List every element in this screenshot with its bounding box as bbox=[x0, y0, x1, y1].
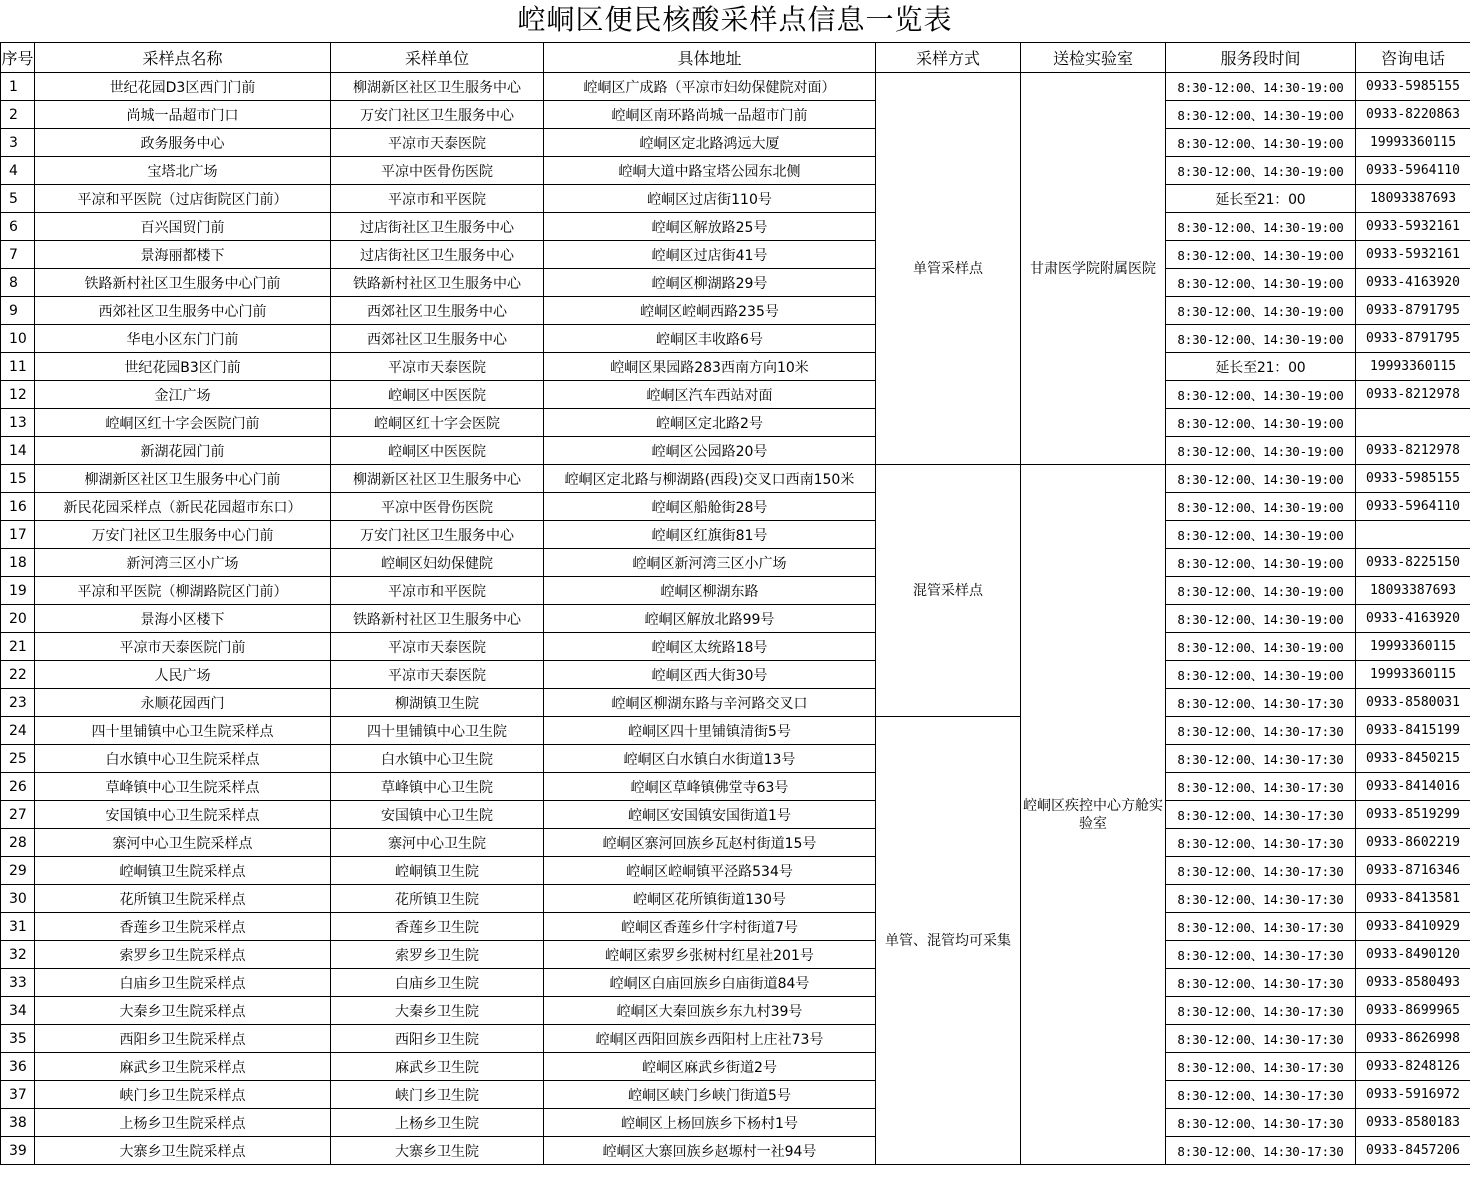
cell-unit: 柳湖新区社区卫生服务中心 bbox=[331, 465, 544, 493]
table-row bbox=[1, 997, 1470, 1025]
cell-unit: 平凉中医骨伤医院 bbox=[331, 157, 544, 185]
cell-address: 崆峒区太统路18号 bbox=[544, 633, 876, 661]
cell-site-name: 白水镇中心卫生院采样点 bbox=[35, 745, 331, 773]
cell-address: 崆峒区解放路25号 bbox=[544, 213, 876, 241]
cell-seq: 3 bbox=[1, 129, 35, 157]
cell-service-time: 8:30-12:00、14:30-17:30 bbox=[1166, 801, 1356, 829]
cell-unit: 平凉市天泰医院 bbox=[331, 661, 544, 689]
cell-address: 崆峒区峡门乡峡门街道5号 bbox=[544, 1081, 876, 1109]
cell-address: 崆峒区白水镇白水街道13号 bbox=[544, 745, 876, 773]
cell-unit: 上杨乡卫生院 bbox=[331, 1109, 544, 1137]
cell-address: 崆峒区果园路283西南方向10米 bbox=[544, 353, 876, 381]
cell-site-name: 新湖花园门前 bbox=[35, 437, 331, 465]
table-row bbox=[1, 297, 1470, 325]
cell-seq: 24 bbox=[1, 717, 35, 745]
cell-service-time: 8:30-12:00、14:30-19:00 bbox=[1166, 73, 1356, 101]
table-row bbox=[1, 689, 1470, 717]
cell-seq: 34 bbox=[1, 997, 35, 1025]
cell-seq: 36 bbox=[1, 1053, 35, 1081]
table-row bbox=[1, 241, 1470, 269]
table-row bbox=[1, 969, 1470, 997]
cell-service-time: 8:30-12:00、14:30-17:30 bbox=[1166, 997, 1356, 1025]
cell-site-name: 崆峒镇卫生院采样点 bbox=[35, 857, 331, 885]
table-row bbox=[1, 101, 1470, 129]
table-row bbox=[1, 1137, 1470, 1165]
cell-site-name: 西郊社区卫生服务中心门前 bbox=[35, 297, 331, 325]
cell-address: 崆峒区安国镇安国街道1号 bbox=[544, 801, 876, 829]
cell-service-time: 8:30-12:00、14:30-19:00 bbox=[1166, 157, 1356, 185]
header-lab: 送检实验室 bbox=[1021, 43, 1166, 73]
cell-service-time: 8:30-12:00、14:30-19:00 bbox=[1166, 493, 1356, 521]
header-address: 具体地址 bbox=[544, 43, 876, 73]
table-row bbox=[1, 521, 1470, 549]
cell-site-name: 新民花园采样点（新民花园超市东口） bbox=[35, 493, 331, 521]
table-row bbox=[1, 185, 1470, 213]
header-seq: 序号 bbox=[1, 43, 35, 73]
cell-site-name: 索罗乡卫生院采样点 bbox=[35, 941, 331, 969]
cell-unit: 平凉市天泰医院 bbox=[331, 353, 544, 381]
cell-unit: 索罗乡卫生院 bbox=[331, 941, 544, 969]
table-row bbox=[1, 465, 1470, 493]
cell-seq: 13 bbox=[1, 409, 35, 437]
cell-seq: 10 bbox=[1, 325, 35, 353]
cell-address: 崆峒区定北路2号 bbox=[544, 409, 876, 437]
cell-seq: 4 bbox=[1, 157, 35, 185]
cell-service-time: 8:30-12:00、14:30-17:30 bbox=[1166, 857, 1356, 885]
cell-phone: 0933-8225150 bbox=[1356, 549, 1470, 577]
cell-address: 崆峒区船舱街28号 bbox=[544, 493, 876, 521]
cell-seq: 32 bbox=[1, 941, 35, 969]
cell-service-time: 8:30-12:00、14:30-17:30 bbox=[1166, 717, 1356, 745]
cell-service-time: 8:30-12:00、14:30-19:00 bbox=[1166, 465, 1356, 493]
cell-phone: 0933-8248126 bbox=[1356, 1053, 1470, 1081]
cell-service-time: 8:30-12:00、14:30-19:00 bbox=[1166, 661, 1356, 689]
table-row bbox=[1, 409, 1470, 437]
header-site-name: 采样点名称 bbox=[35, 43, 331, 73]
cell-unit: 崆峒区中医医院 bbox=[331, 437, 544, 465]
cell-service-time: 8:30-12:00、14:30-17:30 bbox=[1166, 1109, 1356, 1137]
cell-site-name: 平凉市天泰医院门前 bbox=[35, 633, 331, 661]
cell-unit: 过店街社区卫生服务中心 bbox=[331, 241, 544, 269]
cell-service-time: 8:30-12:00、14:30-19:00 bbox=[1166, 605, 1356, 633]
cell-phone: 0933-5916972 bbox=[1356, 1081, 1470, 1109]
cell-phone: 19993360115 bbox=[1356, 633, 1470, 661]
cell-address: 崆峒区广成路（平凉市妇幼保健院对面） bbox=[544, 73, 876, 101]
cell-seq: 27 bbox=[1, 801, 35, 829]
cell-unit: 白水镇中心卫生院 bbox=[331, 745, 544, 773]
cell-seq: 23 bbox=[1, 689, 35, 717]
cell-service-time: 8:30-12:00、14:30-17:30 bbox=[1166, 689, 1356, 717]
cell-seq: 14 bbox=[1, 437, 35, 465]
cell-service-time: 8:30-12:00、14:30-19:00 bbox=[1166, 129, 1356, 157]
cell-phone: 0933-5985155 bbox=[1356, 465, 1470, 493]
cell-phone: 19993360115 bbox=[1356, 661, 1470, 689]
cell-site-name: 华电小区东门门前 bbox=[35, 325, 331, 353]
cell-site-name: 崆峒区红十字会医院门前 bbox=[35, 409, 331, 437]
cell-address: 崆峒区寨河回族乡瓦赵村街道15号 bbox=[544, 829, 876, 857]
cell-unit: 平凉中医骨伤医院 bbox=[331, 493, 544, 521]
cell-address: 崆峒区香莲乡什字村街道7号 bbox=[544, 913, 876, 941]
cell-address: 崆峒大道中路宝塔公园东北侧 bbox=[544, 157, 876, 185]
cell-unit: 寨河中心卫生院 bbox=[331, 829, 544, 857]
cell-address: 崆峒区大秦回族乡东九村39号 bbox=[544, 997, 876, 1025]
cell-phone: 18093387693 bbox=[1356, 577, 1470, 605]
cell-phone: 0933-8220863 bbox=[1356, 101, 1470, 129]
table-row bbox=[1, 717, 1470, 745]
table-row bbox=[1, 213, 1470, 241]
cell-site-name: 香莲乡卫生院采样点 bbox=[35, 913, 331, 941]
table-row bbox=[1, 829, 1470, 857]
cell-site-name: 西阳乡卫生院采样点 bbox=[35, 1025, 331, 1053]
cell-service-time: 8:30-12:00、14:30-17:30 bbox=[1166, 745, 1356, 773]
cell-phone: 0933-8414016 bbox=[1356, 773, 1470, 801]
cell-site-name: 花所镇卫生院采样点 bbox=[35, 885, 331, 913]
cell-unit: 草峰镇中心卫生院 bbox=[331, 773, 544, 801]
cell-phone: 0933-8699965 bbox=[1356, 997, 1470, 1025]
cell-seq: 12 bbox=[1, 381, 35, 409]
cell-unit: 西阳乡卫生院 bbox=[331, 1025, 544, 1053]
cell-method-mixed: 混管采样点 bbox=[876, 465, 1021, 717]
cell-unit: 过店街社区卫生服务中心 bbox=[331, 213, 544, 241]
cell-address: 崆峒区白庙回族乡白庙街道84号 bbox=[544, 969, 876, 997]
cell-site-name: 金江广场 bbox=[35, 381, 331, 409]
table-row bbox=[1, 353, 1470, 381]
cell-unit: 铁路新村社区卫生服务中心 bbox=[331, 605, 544, 633]
cell-address: 崆峒区公园路20号 bbox=[544, 437, 876, 465]
cell-service-time: 8:30-12:00、14:30-17:30 bbox=[1166, 969, 1356, 997]
cell-unit: 峡门乡卫生院 bbox=[331, 1081, 544, 1109]
cell-seq: 17 bbox=[1, 521, 35, 549]
cell-seq: 6 bbox=[1, 213, 35, 241]
table-row bbox=[1, 913, 1470, 941]
cell-phone: 0933-8212978 bbox=[1356, 381, 1470, 409]
cell-unit: 麻武乡卫生院 bbox=[331, 1053, 544, 1081]
cell-unit: 平凉市天泰医院 bbox=[331, 633, 544, 661]
table-row bbox=[1, 661, 1470, 689]
cell-unit: 崆峒区中医医院 bbox=[331, 381, 544, 409]
cell-seq: 38 bbox=[1, 1109, 35, 1137]
cell-seq: 39 bbox=[1, 1137, 35, 1165]
cell-seq: 35 bbox=[1, 1025, 35, 1053]
table-header-row bbox=[1, 43, 1470, 73]
cell-address: 崆峒区崆峒镇平泾路534号 bbox=[544, 857, 876, 885]
cell-address: 崆峒区汽车西站对面 bbox=[544, 381, 876, 409]
cell-site-name: 世纪花园B3区门前 bbox=[35, 353, 331, 381]
table-row bbox=[1, 269, 1470, 297]
cell-seq: 28 bbox=[1, 829, 35, 857]
cell-service-time: 8:30-12:00、14:30-17:30 bbox=[1166, 773, 1356, 801]
cell-phone: 0933-8490120 bbox=[1356, 941, 1470, 969]
cell-site-name: 寨河中心卫生院采样点 bbox=[35, 829, 331, 857]
cell-service-time: 8:30-12:00、14:30-19:00 bbox=[1166, 409, 1356, 437]
cell-phone: 0933-4163920 bbox=[1356, 605, 1470, 633]
cell-unit: 万安门社区卫生服务中心 bbox=[331, 521, 544, 549]
cell-lab-cdc: 崆峒区疾控中心方舱实验室 bbox=[1021, 465, 1166, 1165]
cell-address: 崆峒区麻武乡街道2号 bbox=[544, 1053, 876, 1081]
cell-address: 崆峒区解放北路99号 bbox=[544, 605, 876, 633]
table-row bbox=[1, 493, 1470, 521]
cell-phone: 19993360115 bbox=[1356, 353, 1470, 381]
cell-service-time: 8:30-12:00、14:30-19:00 bbox=[1166, 325, 1356, 353]
cell-site-name: 草峰镇中心卫生院采样点 bbox=[35, 773, 331, 801]
cell-phone: 0933-8791795 bbox=[1356, 325, 1470, 353]
page-title: 崆峒区便民核酸采样点信息一览表 bbox=[517, 3, 953, 36]
cell-phone: 0933-8415199 bbox=[1356, 717, 1470, 745]
cell-site-name: 四十里铺镇中心卫生院采样点 bbox=[35, 717, 331, 745]
cell-unit: 柳湖镇卫生院 bbox=[331, 689, 544, 717]
cell-service-time: 8:30-12:00、14:30-17:30 bbox=[1166, 1081, 1356, 1109]
cell-unit: 白庙乡卫生院 bbox=[331, 969, 544, 997]
cell-address: 崆峒区定北路与柳湖路(西段)交叉口西南150米 bbox=[544, 465, 876, 493]
cell-phone: 0933-8212978 bbox=[1356, 437, 1470, 465]
cell-service-time: 8:30-12:00、14:30-17:30 bbox=[1166, 941, 1356, 969]
cell-unit: 花所镇卫生院 bbox=[331, 885, 544, 913]
table-row bbox=[1, 941, 1470, 969]
cell-site-name: 新河湾三区小广场 bbox=[35, 549, 331, 577]
cell-address: 崆峒区柳湖东路与辛河路交叉口 bbox=[544, 689, 876, 717]
cell-phone: 0933-8457206 bbox=[1356, 1137, 1470, 1165]
cell-seq: 7 bbox=[1, 241, 35, 269]
cell-site-name: 麻武乡卫生院采样点 bbox=[35, 1053, 331, 1081]
cell-seq: 25 bbox=[1, 745, 35, 773]
cell-address: 崆峒区索罗乡张树村红星社201号 bbox=[544, 941, 876, 969]
table-row bbox=[1, 1025, 1470, 1053]
cell-service-time: 8:30-12:00、14:30-19:00 bbox=[1166, 521, 1356, 549]
table-row bbox=[1, 885, 1470, 913]
cell-unit: 铁路新村社区卫生服务中心 bbox=[331, 269, 544, 297]
cell-phone: 0933-5964110 bbox=[1356, 493, 1470, 521]
cell-unit: 崆峒区红十字会医院 bbox=[331, 409, 544, 437]
header-method: 采样方式 bbox=[876, 43, 1021, 73]
cell-site-name: 百兴国贸门前 bbox=[35, 213, 331, 241]
table-row bbox=[1, 605, 1470, 633]
cell-service-time: 8:30-12:00、14:30-19:00 bbox=[1166, 381, 1356, 409]
cell-site-name: 大秦乡卫生院采样点 bbox=[35, 997, 331, 1025]
cell-phone: 0933-4163920 bbox=[1356, 269, 1470, 297]
cell-address: 崆峒区新河湾三区小广场 bbox=[544, 549, 876, 577]
cell-unit: 崆峒区妇幼保健院 bbox=[331, 549, 544, 577]
cell-site-name: 峡门乡卫生院采样点 bbox=[35, 1081, 331, 1109]
cell-site-name: 柳湖新区社区卫生服务中心门前 bbox=[35, 465, 331, 493]
cell-phone: 0933-8580183 bbox=[1356, 1109, 1470, 1137]
cell-service-time: 8:30-12:00、14:30-19:00 bbox=[1166, 633, 1356, 661]
cell-service-time: 8:30-12:00、14:30-19:00 bbox=[1166, 101, 1356, 129]
cell-phone: 19993360115 bbox=[1356, 129, 1470, 157]
cell-site-name: 世纪花园D3区西门门前 bbox=[35, 73, 331, 101]
table-row bbox=[1, 1109, 1470, 1137]
cell-phone: 0933-5985155 bbox=[1356, 73, 1470, 101]
table-row bbox=[1, 1081, 1470, 1109]
cell-phone bbox=[1356, 521, 1470, 549]
cell-site-name: 大寨乡卫生院采样点 bbox=[35, 1137, 331, 1165]
cell-lab-gansu: 甘肃医学院附属医院 bbox=[1021, 73, 1166, 465]
cell-seq: 29 bbox=[1, 857, 35, 885]
table-row bbox=[1, 745, 1470, 773]
cell-seq: 16 bbox=[1, 493, 35, 521]
cell-unit: 万安门社区卫生服务中心 bbox=[331, 101, 544, 129]
header-phone: 咨询电话 bbox=[1356, 43, 1470, 73]
cell-site-name: 永顺花园西门 bbox=[35, 689, 331, 717]
cell-phone: 0933-5932161 bbox=[1356, 241, 1470, 269]
table-row bbox=[1, 381, 1470, 409]
cell-unit: 平凉市天泰医院 bbox=[331, 129, 544, 157]
cell-service-time: 8:30-12:00、14:30-17:30 bbox=[1166, 1025, 1356, 1053]
table-row bbox=[1, 633, 1470, 661]
table-row bbox=[1, 773, 1470, 801]
cell-site-name: 人民广场 bbox=[35, 661, 331, 689]
cell-phone: 0933-8519299 bbox=[1356, 801, 1470, 829]
cell-phone: 0933-8716346 bbox=[1356, 857, 1470, 885]
cell-unit: 西郊社区卫生服务中心 bbox=[331, 297, 544, 325]
cell-service-time: 8:30-12:00、14:30-19:00 bbox=[1166, 437, 1356, 465]
cell-service-time: 8:30-12:00、14:30-19:00 bbox=[1166, 269, 1356, 297]
cell-service-time: 延长至21：00 bbox=[1166, 185, 1356, 213]
cell-site-name: 宝塔北广场 bbox=[35, 157, 331, 185]
cell-site-name: 尚城一品超市门口 bbox=[35, 101, 331, 129]
cell-service-time: 8:30-12:00、14:30-17:30 bbox=[1166, 913, 1356, 941]
cell-phone: 0933-8580493 bbox=[1356, 969, 1470, 997]
cell-seq: 19 bbox=[1, 577, 35, 605]
cell-site-name: 平凉和平医院（柳湖路院区门前） bbox=[35, 577, 331, 605]
cell-service-time: 8:30-12:00、14:30-19:00 bbox=[1166, 577, 1356, 605]
cell-address: 崆峒区南环路尚城一品超市门前 bbox=[544, 101, 876, 129]
table-row bbox=[1, 437, 1470, 465]
cell-phone: 0933-8450215 bbox=[1356, 745, 1470, 773]
cell-service-time: 8:30-12:00、14:30-19:00 bbox=[1166, 241, 1356, 269]
cell-seq: 33 bbox=[1, 969, 35, 997]
cell-seq: 9 bbox=[1, 297, 35, 325]
cell-address: 崆峒区四十里铺镇清街5号 bbox=[544, 717, 876, 745]
cell-phone: 18093387693 bbox=[1356, 185, 1470, 213]
table-row bbox=[1, 325, 1470, 353]
cell-address: 崆峒区红旗街81号 bbox=[544, 521, 876, 549]
cell-address: 崆峒区上杨回族乡下杨村1号 bbox=[544, 1109, 876, 1137]
table-row bbox=[1, 577, 1470, 605]
cell-address: 崆峒区西大街30号 bbox=[544, 661, 876, 689]
cell-unit: 西郊社区卫生服务中心 bbox=[331, 325, 544, 353]
cell-phone: 0933-8580031 bbox=[1356, 689, 1470, 717]
cell-seq: 15 bbox=[1, 465, 35, 493]
cell-seq: 31 bbox=[1, 913, 35, 941]
cell-seq: 11 bbox=[1, 353, 35, 381]
cell-site-name: 铁路新村社区卫生服务中心门前 bbox=[35, 269, 331, 297]
cell-site-name: 安国镇中心卫生院采样点 bbox=[35, 801, 331, 829]
cell-unit: 崆峒镇卫生院 bbox=[331, 857, 544, 885]
cell-site-name: 白庙乡卫生院采样点 bbox=[35, 969, 331, 997]
cell-address: 崆峒区柳湖路29号 bbox=[544, 269, 876, 297]
cell-address: 崆峒区过店街41号 bbox=[544, 241, 876, 269]
cell-phone: 0933-8413581 bbox=[1356, 885, 1470, 913]
header-service-time: 服务段时间 bbox=[1166, 43, 1356, 73]
cell-seq: 30 bbox=[1, 885, 35, 913]
cell-address: 崆峒区崆峒西路235号 bbox=[544, 297, 876, 325]
cell-site-name: 万安门社区卫生服务中心门前 bbox=[35, 521, 331, 549]
header-unit: 采样单位 bbox=[331, 43, 544, 73]
cell-unit: 四十里铺镇中心卫生院 bbox=[331, 717, 544, 745]
cell-phone: 0933-8791795 bbox=[1356, 297, 1470, 325]
cell-seq: 2 bbox=[1, 101, 35, 129]
cell-phone bbox=[1356, 409, 1470, 437]
cell-service-time: 8:30-12:00、14:30-17:30 bbox=[1166, 1137, 1356, 1165]
cell-service-time: 8:30-12:00、14:30-19:00 bbox=[1166, 297, 1356, 325]
cell-site-name: 景海小区楼下 bbox=[35, 605, 331, 633]
cell-site-name: 平凉和平医院（过店街院区门前） bbox=[35, 185, 331, 213]
cell-service-time: 8:30-12:00、14:30-17:30 bbox=[1166, 829, 1356, 857]
cell-service-time: 8:30-12:00、14:30-17:30 bbox=[1166, 885, 1356, 913]
cell-seq: 5 bbox=[1, 185, 35, 213]
cell-service-time: 8:30-12:00、14:30-19:00 bbox=[1166, 549, 1356, 577]
cell-seq: 20 bbox=[1, 605, 35, 633]
table-row bbox=[1, 73, 1470, 101]
cell-phone: 0933-8410929 bbox=[1356, 913, 1470, 941]
table-row bbox=[1, 857, 1470, 885]
table-row bbox=[1, 1053, 1470, 1081]
cell-unit: 大寨乡卫生院 bbox=[331, 1137, 544, 1165]
cell-phone: 0933-5932161 bbox=[1356, 213, 1470, 241]
cell-address: 崆峒区大寨回族乡赵塬村一社94号 bbox=[544, 1137, 876, 1165]
cell-seq: 22 bbox=[1, 661, 35, 689]
cell-seq: 8 bbox=[1, 269, 35, 297]
cell-method-single: 单管采样点 bbox=[876, 73, 1021, 465]
table-row bbox=[1, 801, 1470, 829]
sampling-sites-table bbox=[0, 42, 1470, 1165]
cell-phone: 0933-5964110 bbox=[1356, 157, 1470, 185]
cell-address: 崆峒区西阳回族乡西阳村上庄社73号 bbox=[544, 1025, 876, 1053]
cell-service-time: 延长至21：00 bbox=[1166, 353, 1356, 381]
cell-address: 崆峒区柳湖东路 bbox=[544, 577, 876, 605]
cell-address: 崆峒区丰收路6号 bbox=[544, 325, 876, 353]
cell-service-time: 8:30-12:00、14:30-19:00 bbox=[1166, 213, 1356, 241]
cell-method-both: 单管、混管均可采集 bbox=[876, 717, 1021, 1165]
cell-site-name: 上杨乡卫生院采样点 bbox=[35, 1109, 331, 1137]
cell-seq: 1 bbox=[1, 73, 35, 101]
cell-site-name: 景海丽都楼下 bbox=[35, 241, 331, 269]
cell-phone: 0933-8602219 bbox=[1356, 829, 1470, 857]
cell-address: 崆峒区花所镇街道130号 bbox=[544, 885, 876, 913]
cell-service-time: 8:30-12:00、14:30-17:30 bbox=[1166, 1053, 1356, 1081]
cell-seq: 21 bbox=[1, 633, 35, 661]
cell-unit: 平凉市和平医院 bbox=[331, 185, 544, 213]
cell-unit: 香莲乡卫生院 bbox=[331, 913, 544, 941]
cell-address: 崆峒区定北路鸿远大厦 bbox=[544, 129, 876, 157]
cell-site-name: 政务服务中心 bbox=[35, 129, 331, 157]
cell-phone: 0933-8626998 bbox=[1356, 1025, 1470, 1053]
cell-unit: 大秦乡卫生院 bbox=[331, 997, 544, 1025]
cell-address: 崆峒区草峰镇佛堂寺63号 bbox=[544, 773, 876, 801]
cell-seq: 18 bbox=[1, 549, 35, 577]
cell-seq: 37 bbox=[1, 1081, 35, 1109]
cell-unit: 柳湖新区社区卫生服务中心 bbox=[331, 73, 544, 101]
cell-address: 崆峒区过店街110号 bbox=[544, 185, 876, 213]
table-row bbox=[1, 157, 1470, 185]
cell-unit: 安国镇中心卫生院 bbox=[331, 801, 544, 829]
cell-unit: 平凉市和平医院 bbox=[331, 577, 544, 605]
table-row bbox=[1, 129, 1470, 157]
table-row bbox=[1, 549, 1470, 577]
cell-seq: 26 bbox=[1, 773, 35, 801]
